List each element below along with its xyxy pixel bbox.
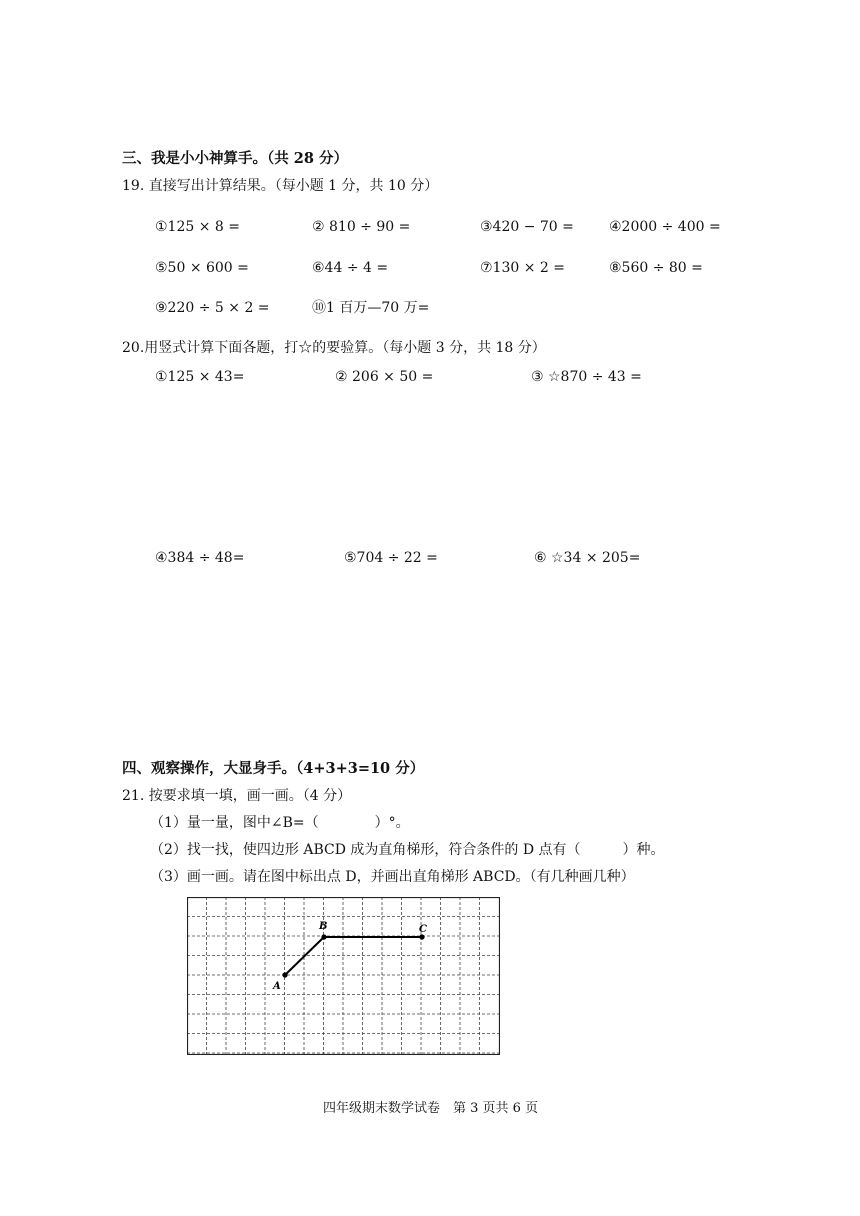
- q19-item-6: ⑥44 ÷ 4 =: [312, 260, 389, 276]
- grid-figure: [187, 897, 500, 1055]
- q20-item-6: ⑥ ☆34 × 205=: [534, 550, 641, 566]
- point-a: [282, 972, 287, 977]
- q21-part-1: （1）量一量，图中∠B=（ ）°。: [150, 815, 410, 831]
- segment-ab: [285, 937, 324, 975]
- q19-item-3: ③420 − 70 =: [480, 219, 574, 235]
- point-c: [419, 934, 424, 939]
- grid-lines: [187, 897, 500, 1055]
- label-a: A: [273, 981, 281, 992]
- q20-item-3: ③ ☆870 ÷ 43 =: [531, 369, 642, 385]
- q20-item-2: ② 206 × 50 =: [335, 369, 434, 385]
- q19-item-5: ⑤50 × 600 =: [155, 260, 249, 276]
- q20-item-4: ④384 ÷ 48=: [155, 550, 245, 566]
- q19-item-4: ④2000 ÷ 400 =: [609, 219, 721, 235]
- q19-item-7: ⑦130 × 2 =: [480, 260, 565, 276]
- page-footer: 四年级期末数学试卷 第 3 页共 6 页: [323, 1101, 539, 1116]
- q19-item-2: ② 810 ÷ 90 =: [312, 219, 411, 235]
- q19-item-9: ⑨220 ÷ 5 × 2 =: [155, 300, 270, 316]
- section-4-title: 四、观察操作，大显身手。（4+3+3=10 分）: [122, 760, 425, 777]
- q21-part-2: （2）找一找，使四边形 ABCD 成为直角梯形，符合条件的 D 点有（ ）种。: [150, 842, 665, 858]
- point-b: [321, 934, 326, 939]
- question-19-title: 19. 直接写出计算结果。（每小题 1 分，共 10 分）: [122, 178, 439, 194]
- grid-svg: [187, 897, 500, 1055]
- q19-item-1: ①125 × 8 =: [155, 219, 240, 235]
- q21-part-3: （3）画一画。请在图中标出点 D，并画出直角梯形 ABCD。（有几种画几种）: [150, 869, 635, 885]
- question-21-title: 21. 按要求填一填，画一画。（4 分）: [122, 788, 352, 804]
- grid-border: [188, 898, 500, 1055]
- label-b: B: [319, 921, 328, 932]
- question-20-title: 20.用竖式计算下面各题，打☆的要验算。（每小题 3 分，共 18 分）: [122, 340, 546, 356]
- q20-item-1: ①125 × 43=: [155, 369, 245, 385]
- q19-item-10: ⑩1 百万—70 万=: [312, 300, 430, 316]
- section-3-title: 三、我是小小神算手。（共 28 分）: [122, 150, 349, 167]
- q19-item-8: ⑧560 ÷ 80 =: [609, 260, 703, 276]
- label-c: C: [419, 924, 427, 935]
- q20-item-5: ⑤704 ÷ 22 =: [344, 550, 438, 566]
